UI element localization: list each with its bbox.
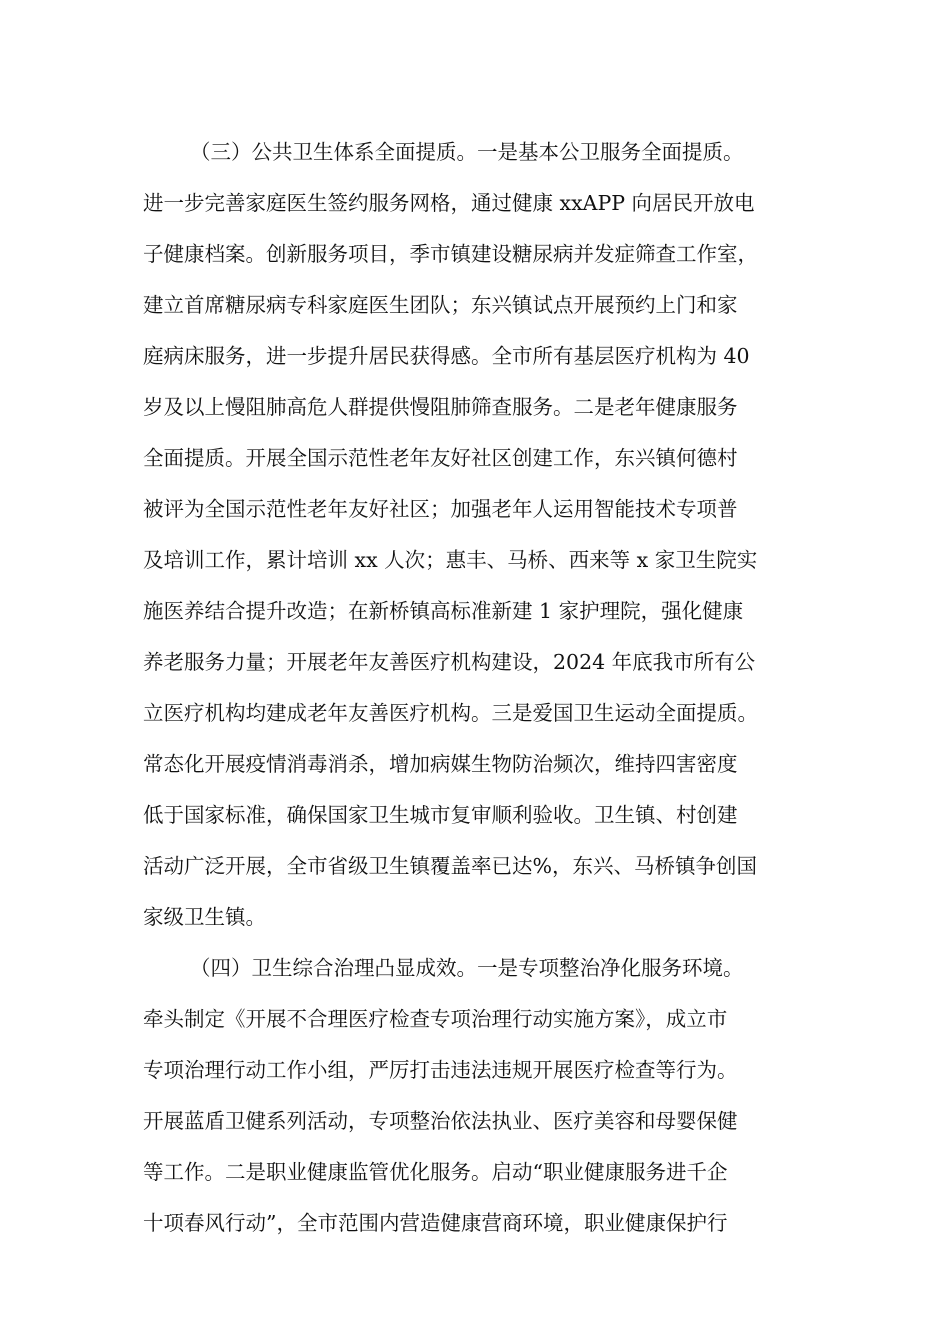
paragraph-3-line-2: 进一步完善家庭医生签约服务网格，通过健康 xxAPP 向居民开放电 bbox=[143, 191, 755, 215]
paragraph-4-line-4: 开展蓝盾卫健系列活动，专项整治依法执业、医疗美容和母婴保健 bbox=[143, 1109, 738, 1133]
paragraph-3-line-1: （三）公共卫生体系全面提质。一是基本公卫服务全面提质。 bbox=[190, 140, 744, 164]
paragraph-4-line-2: 牵头制定《开展不合理医疗检查专项治理行动实施方案》，成立市 bbox=[143, 1007, 728, 1031]
paragraph-3-line-8: 被评为全国示范性老年友好社区；加强老年人运用智能技术专项普 bbox=[143, 497, 738, 521]
paragraph-3-line-7: 全面提质。开展全国示范性老年友好社区创建工作，东兴镇何德村 bbox=[143, 446, 738, 470]
paragraph-3-line-13: 常态化开展疫情消毒消杀，增加病媒生物防治频次，维持四害密度 bbox=[143, 752, 738, 776]
paragraph-3-line-15: 活动广泛开展，全市省级卫生镇覆盖率已达%，东兴、马桥镇争创国 bbox=[143, 854, 757, 878]
paragraph-3-line-9: 及培训工作，累计培训 xx 人次；惠丰、马桥、西来等 x 家卫生院实 bbox=[143, 548, 758, 572]
paragraph-3-line-11: 养老服务力量；开展老年友善医疗机构建设，2024 年底我市所有公 bbox=[143, 650, 756, 674]
paragraph-4-line-6: 十项春风行动”，全市范围内营造健康营商环境，职业健康保护行 bbox=[143, 1211, 728, 1235]
paragraph-4-line-1: （四）卫生综合治理凸显成效。一是专项整治净化服务环境。 bbox=[190, 956, 744, 980]
paragraph-4-line-5: 等工作。二是职业健康监管优化服务。启动“职业健康服务进千企 bbox=[143, 1160, 728, 1184]
paragraph-3-line-3: 子健康档案。创新服务项目，季市镇建设糖尿病并发症筛查工作室， bbox=[143, 242, 758, 266]
paragraph-4-line-3: 专项治理行动工作小组，严厉打击违法违规开展医疗检查等行为。 bbox=[143, 1058, 738, 1082]
paragraph-3-line-12: 立医疗机构均建成老年友善医疗机构。三是爱国卫生运动全面提质。 bbox=[143, 701, 758, 725]
paragraph-3-line-6: 岁及以上慢阻肺高危人群提供慢阻肺筛查服务。二是老年健康服务 bbox=[143, 395, 738, 419]
paragraph-3-line-16: 家级卫生镇。 bbox=[143, 905, 266, 929]
paragraph-3-line-14: 低于国家标准，确保国家卫生城市复审顺利验收。卫生镇、村创建 bbox=[143, 803, 738, 827]
paragraph-3-line-10: 施医养结合提升改造；在新桥镇高标准新建 1 家护理院，强化健康 bbox=[143, 599, 744, 623]
paragraph-3-line-4: 建立首席糖尿病专科家庭医生团队；东兴镇试点开展预约上门和家 bbox=[143, 293, 738, 317]
paragraph-3-line-5: 庭病床服务，进一步提升居民获得感。全市所有基层医疗机构为 40 bbox=[143, 344, 750, 368]
